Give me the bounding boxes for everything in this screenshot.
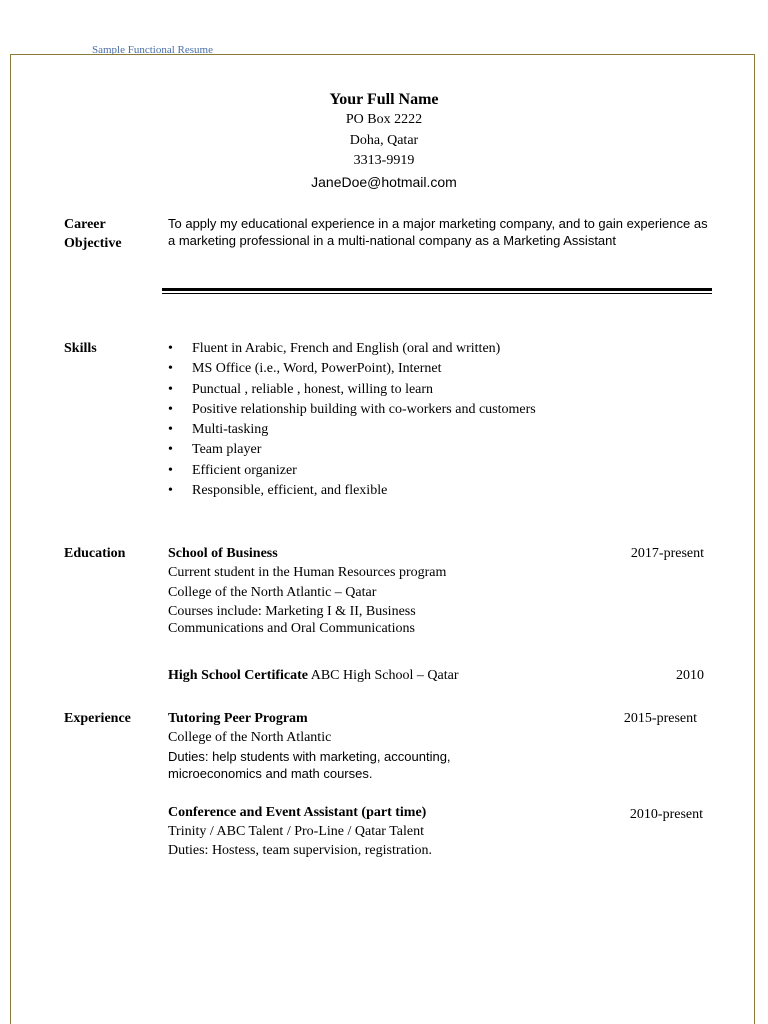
contact-phone: 3313-9919 bbox=[353, 153, 415, 168]
bullet-icon: • bbox=[168, 483, 173, 499]
education-entry-title: School of Business bbox=[168, 546, 278, 561]
bullet-icon: • bbox=[168, 462, 173, 478]
objective-label-line2: Objective bbox=[64, 236, 122, 251]
education-label: Education bbox=[64, 546, 126, 561]
experience-label: Experience bbox=[64, 711, 131, 726]
skill-text: Team player bbox=[192, 442, 262, 458]
education-entry-line: Communications and Oral Communications bbox=[168, 621, 415, 636]
experience-entry-date: 2010-present bbox=[629, 807, 703, 822]
experience-entry-line: Duties: Hostess, team supervision, registration. bbox=[168, 843, 433, 858]
education-entry-line: College of the North Atlantic – Qatar bbox=[168, 585, 377, 600]
skills-list bbox=[166, 339, 536, 501]
bullet-icon: • bbox=[168, 442, 173, 458]
bullet-icon: • bbox=[168, 422, 173, 438]
experience-entry-line: Duties: help students with marketing, accounting, bbox=[168, 749, 451, 764]
education-entry-line: Courses include: Marketing I & II, Business bbox=[168, 604, 416, 619]
skill-text: Punctual , reliable , honest, willing to learn bbox=[192, 381, 434, 397]
contact-city: Doha, Qatar bbox=[349, 133, 419, 148]
bullet-icon: • bbox=[168, 361, 173, 377]
experience-entry-line: microeconomics and math courses. bbox=[168, 766, 373, 781]
skill-text: Efficient organizer bbox=[192, 462, 297, 478]
bullet-icon: • bbox=[168, 401, 173, 417]
skill-item bbox=[166, 440, 536, 460]
skill-item bbox=[166, 481, 536, 501]
document-header-note: Sample Functional Resume bbox=[92, 44, 213, 54]
skill-text: MS Office (i.e., Word, PowerPoint), Internet bbox=[192, 361, 442, 377]
education-entry-date: 2017-present bbox=[630, 546, 704, 561]
skill-item bbox=[166, 380, 536, 400]
skill-item bbox=[166, 420, 536, 440]
resume-name: Your Full Name bbox=[329, 91, 439, 108]
section-divider-thick bbox=[162, 288, 712, 291]
experience-entry-line: College of the North Atlantic bbox=[168, 730, 332, 745]
skill-item bbox=[166, 461, 536, 481]
bullet-icon: • bbox=[168, 381, 173, 397]
education-entry-school: ABC High School – Qatar bbox=[307, 668, 459, 683]
bullet-icon: • bbox=[168, 341, 173, 356]
experience-entry-title: Conference and Event Assistant (part time) bbox=[168, 805, 427, 820]
skill-item bbox=[166, 359, 536, 379]
objective-label-line1: Career bbox=[64, 217, 106, 232]
education-entry-date: 2010 bbox=[676, 668, 704, 683]
education-entry-title bbox=[168, 666, 458, 685]
skill-text: Responsible, efficient, and flexible bbox=[192, 483, 388, 499]
skill-text: Multi-tasking bbox=[192, 422, 269, 438]
experience-entry-title: Tutoring Peer Program bbox=[168, 711, 308, 726]
education-entry-line: Current student in the Human Resources program bbox=[168, 565, 447, 580]
skill-text: Fluent in Arabic, French and English (oral and written) bbox=[192, 341, 501, 356]
page-border bbox=[10, 54, 755, 1024]
skill-item bbox=[166, 400, 536, 420]
experience-entry-line: Trinity / ABC Talent / Pro-Line / Qatar Talent bbox=[168, 824, 424, 839]
contact-email: JaneDoe@hotmail.com bbox=[311, 174, 457, 190]
skill-text: Positive relationship building with co-workers and customers bbox=[192, 401, 536, 417]
skills-label: Skills bbox=[64, 341, 97, 356]
objective-text: To apply my educational experience in a major marketing company, and to gain experience as a marketing professional in a multi-national company as a Marketing Assistant bbox=[168, 216, 708, 248]
experience-entry-date: 2015-present bbox=[623, 711, 697, 726]
section-divider-thin bbox=[162, 293, 712, 294]
skill-item bbox=[166, 339, 536, 359]
education-entry-title-bold: High School Certificate bbox=[168, 668, 308, 683]
contact-address: PO Box 2222 bbox=[345, 112, 423, 127]
